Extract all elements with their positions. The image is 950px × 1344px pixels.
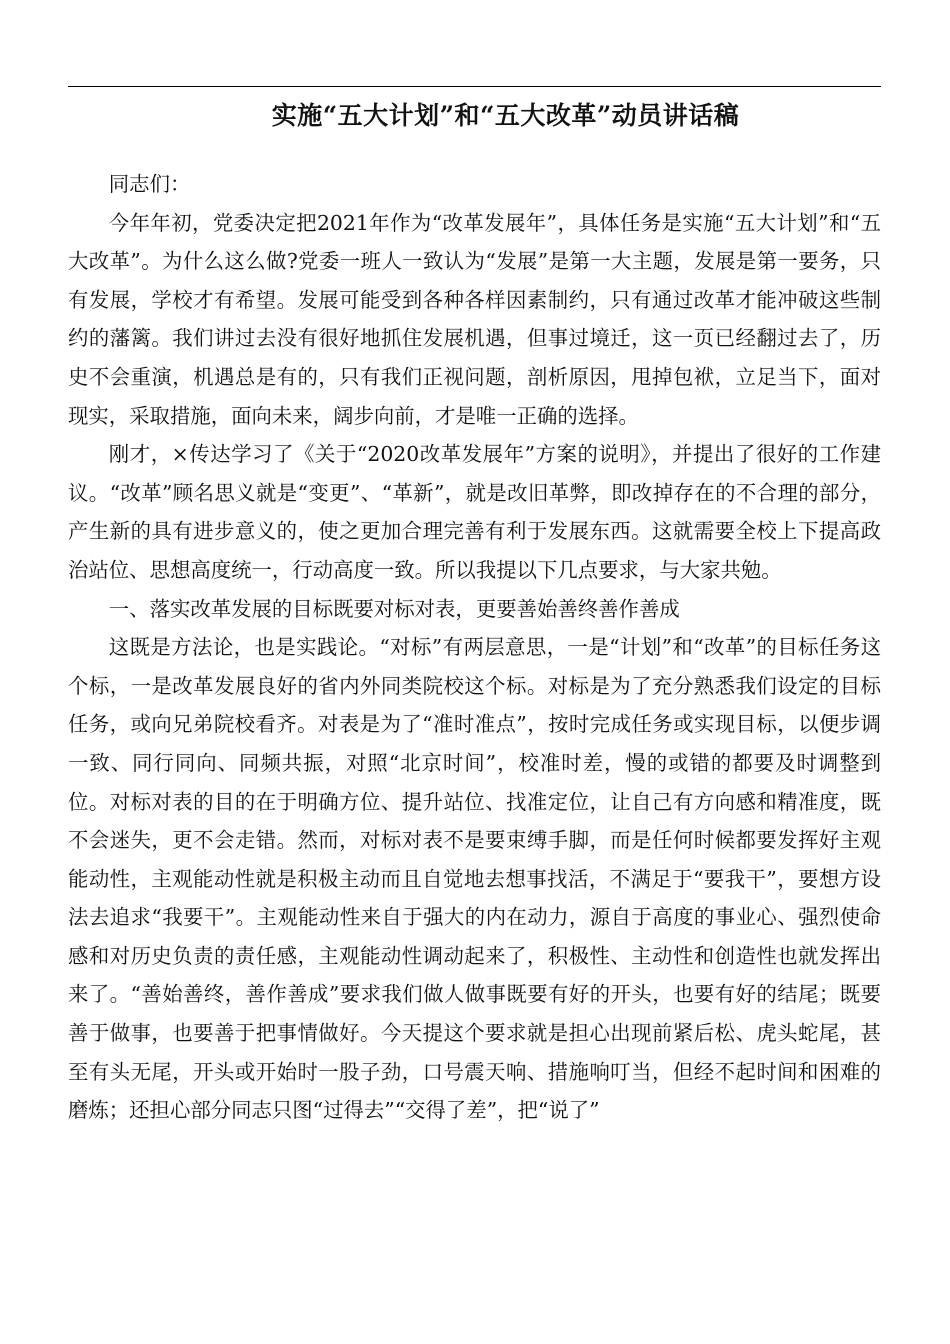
document-body xyxy=(68,165,881,1130)
body-paragraph: 刚才，×传达学习了《关于“2020改革发展年”方案的说明》，并提出了很好的工作建议。“改革”顾名思义就是“变更”、“革新”，就是改旧革弊，即改掉存在的不合理的部分，产生新的具有进步意义的，使之更加合理完善有利于发展东西。这就需要全校上下提高政治站位、思想高度统一，行动高度一致。所以我提以下几点要求，与大家共勉。 xyxy=(68,442,881,582)
body-paragraph: 今年年初，党委决定把2021年作为“改革发展年”，具体任务是实施“五大计划”和“五大改革”。为什么这么做?党委一班人一致认为“发展”是第一大主题，发展是第一要务，只有发展，学校才有希望。发展可能受到各种各样因素制约，只有通过改革才能冲破这些制约的藩篱。我们讲过去没有很好地抓住发展机遇，但事过境迁，这一页已经翻过去了，历史不会重演，机遇总是有的，只有我们正视问题，剖析原因，甩掉包袱，立足当下，面对现实，采取措施，面向未来，阔步向前，才是唯一正确的选择。 xyxy=(68,210,881,428)
section-heading: 一、落实改革发展的目标既要对标对表，更要善始善终善作善成 xyxy=(108,596,680,621)
header-rule xyxy=(68,86,881,87)
body-paragraph: 这既是方法论，也是实践论。“对标”有两层意思，一是“计划”和“改革”的目标任务这个标，一是改革发展良好的省内外同类院校这个标。对标是为了充分熟悉我们设定的目标任务，或向兄弟院校看齐。对表是为了“准时准点”，按时完成任务或实现目标，以便步调一致、同行同向、同频共振，对照“北京时间”，校准时差，慢的或错的都要及时调整到位。对标对表的目的在于明确方位、提升站位、找准定位，让自己有方向感和精准度，既不会迷失，更不会走错。然而，对标对表不是要束缚手脚，而是任何时候都要发挥好主观能动性，主观能动性就是积极主动而且自觉地去想事找活，不满足于“要我干”，要想方设法去追求“我要干”。主观能动性来自于强大的内在动力，源自于高度的事业心、强烈使命感和对历史负责的责任感，主观能动性调动起来了，积极性、主动性和创造性也就发挥出来了。“善始善终，善作善成”要求我们做人做事既要有好的开头，也要有好的结尾；既要善于做事，也要善于把事情做好。今天提这个要求就是担心出现前紧后松、虎头蛇尾，甚至有头无尾，开头或开始时一股子劲，口号震天响、措施响叮当，但经不起时间和困难的磨炼；还担心部分同志只图“过得去”“交得了差”，把“说了” xyxy=(68,635,881,1123)
document-title: 实施“五大计划”和“五大改革”动员讲话稿 xyxy=(271,101,740,130)
salutation-paragraph: 同志们： xyxy=(108,172,191,196)
